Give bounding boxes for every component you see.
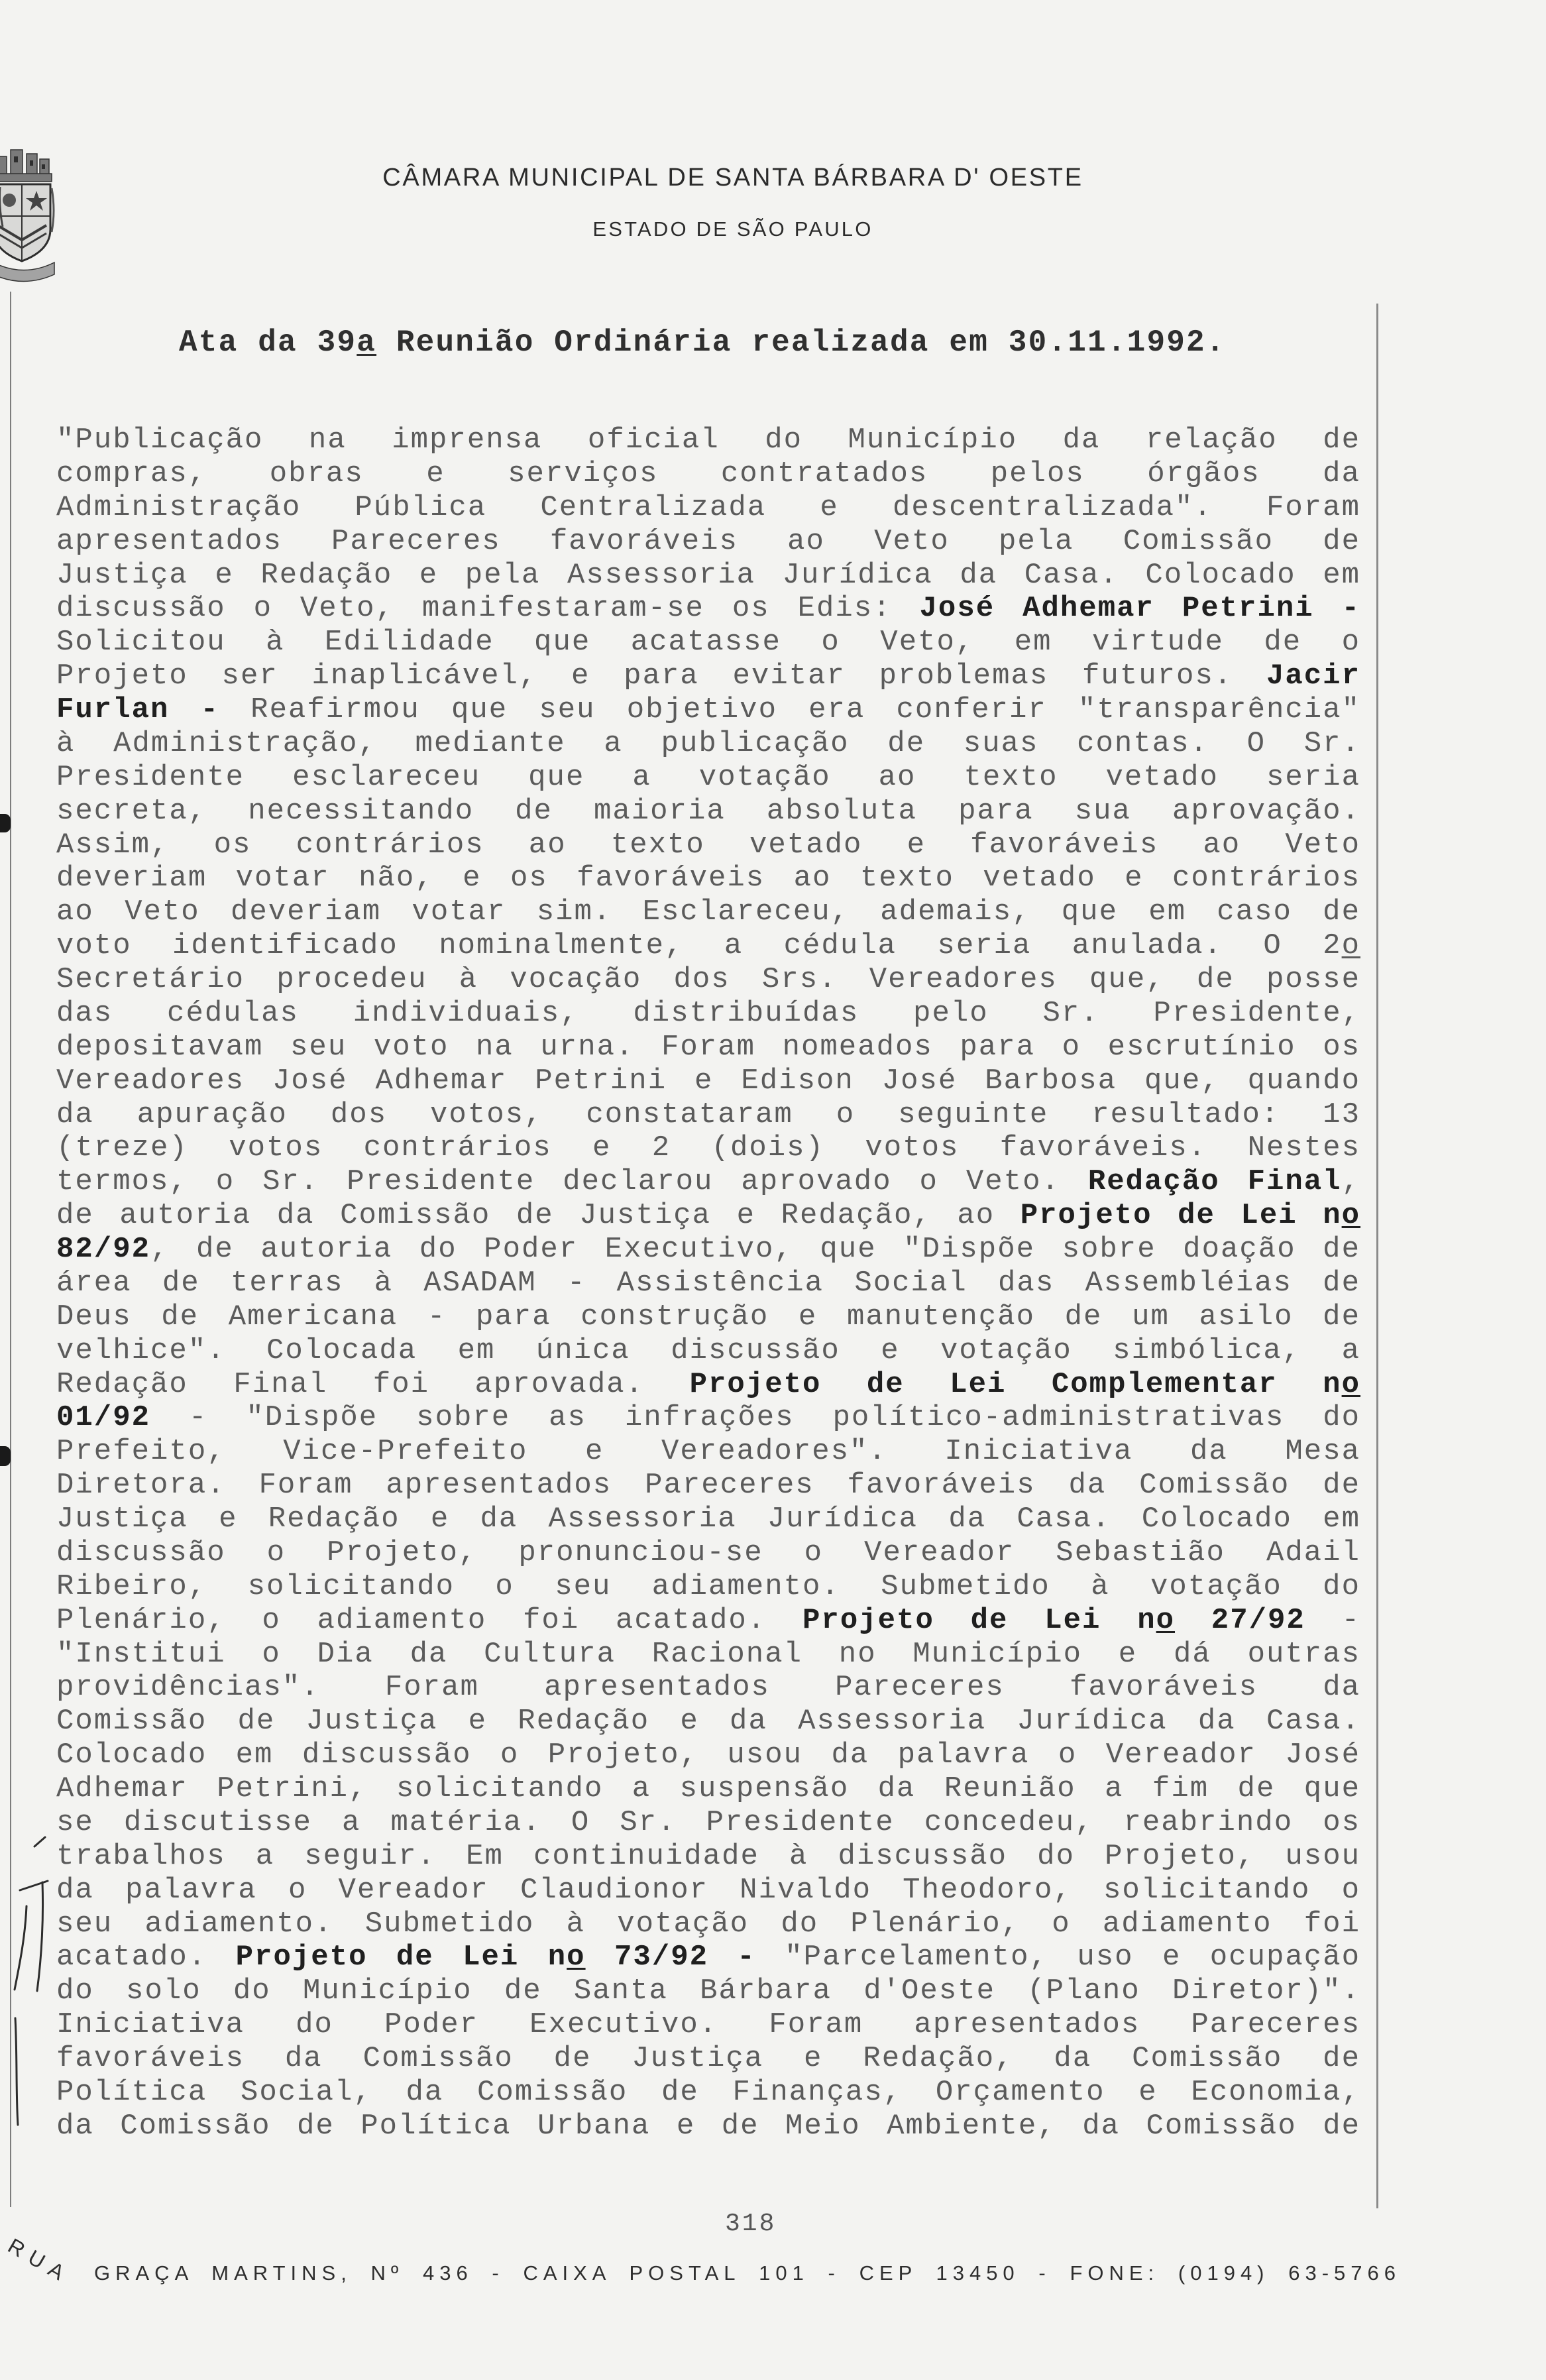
body-text: Redação Final foi aprovada. — [56, 1367, 690, 1401]
body-text: providências". Foram apresentados Pareceres favoráveis da — [56, 1671, 1360, 1705]
state-name: ESTADO DE SÃO PAULO — [592, 217, 873, 241]
body-line — [56, 1941, 1360, 1974]
body-text: do solo do Município de Santa Bárbara d'Oeste (Plano Diretor)". — [56, 1974, 1360, 2008]
body-text: Presidente esclareceu que a votação ao texto vetado seria — [56, 760, 1360, 794]
body-line — [56, 491, 1360, 525]
bold-text: Projeto de Lei n — [802, 1603, 1156, 1637]
body-text: Plenário, o adiamento foi acatado. — [56, 1603, 803, 1637]
body-line — [56, 1738, 1360, 1772]
title-text: Ata da 39 — [179, 325, 357, 360]
bold-text: 82/92 — [56, 1233, 151, 1266]
body-text: Secretário procedeu à vocação dos Srs. Vereadores que, de posse — [56, 963, 1360, 996]
ordinal-indicator: a — [357, 325, 377, 360]
body-text: Justiça e Redação e da Assessoria Jurídica da Casa. Colocado em — [56, 1502, 1360, 1536]
body-text: Solicitou à Edilidade que acatasse o Veto, em virtude de o — [56, 626, 1360, 659]
body-text: (treze) votos contrários e 2 (dois) votos favoráveis. Nestes — [56, 1131, 1360, 1165]
body-text: se discutisse a matéria. O Sr. Presidente concedeu, reabrindo os — [56, 1805, 1360, 1839]
body-line — [56, 963, 1360, 997]
ordinal-indicator: o — [1341, 1367, 1360, 1401]
body-line — [56, 1840, 1360, 1874]
body-line — [56, 1267, 1360, 1300]
body-line — [56, 1907, 1360, 1941]
body-line — [56, 2008, 1360, 2042]
body-line — [56, 693, 1360, 727]
body-line — [56, 659, 1360, 693]
body-line — [56, 2076, 1360, 2110]
body-text: Adhemar Petrini, solicitando a suspensão da Reunião a fim de que — [56, 1772, 1360, 1805]
bold-text: Projeto de Lei n — [235, 1941, 567, 1974]
body-text: Colocado em discussão o Projeto, usou da palavra o Vereador José — [56, 1738, 1360, 1772]
body-text: deveriam votar não, e os favoráveis ao texto vetado e contrários — [56, 862, 1360, 895]
body-text: Prefeito, Vice-Prefeito e Vereadores". Iniciativa da Mesa — [56, 1435, 1360, 1469]
body-line — [56, 1165, 1360, 1199]
body-text: à Administração, mediante a publicação de suas contas. O Sr. — [56, 726, 1360, 760]
body-text: Iniciativa do Poder Executivo. Foram apresentados Pareceres — [56, 2008, 1360, 2042]
bold-text: 27/92 — [1175, 1603, 1305, 1637]
body-text: - — [1305, 1603, 1360, 1637]
body-text: trabalhos a seguir. Em continuidade à discussão do Projeto, usou — [56, 1839, 1360, 1873]
body-line — [56, 1974, 1360, 2008]
body-text: - "Dispõe sobre as infrações político-administrativas do — [150, 1401, 1360, 1435]
body-text: da palavra o Vereador Claudionor Nivaldo Theodoro, solicitando o — [56, 1873, 1360, 1907]
body-line — [56, 1638, 1360, 1672]
coat-of-arms-icon — [0, 147, 56, 285]
bold-text: José Adhemar Petrini - — [919, 592, 1360, 626]
body-line — [56, 2042, 1360, 2076]
body-text: seu adiamento. Submetido à votação do Plenário, o adiamento foi — [56, 1907, 1360, 1941]
body-text: área de terras à ASADAM - Assistência Social das Assembléias de — [56, 1266, 1360, 1300]
body-text: Vereadores José Adhemar Petrini e Edison José Barbosa que, quando — [56, 1064, 1360, 1098]
body-line — [56, 727, 1360, 761]
body-line — [56, 2110, 1360, 2143]
body-line — [56, 1334, 1360, 1368]
body-line — [56, 592, 1360, 626]
body-line — [56, 895, 1360, 929]
body-line — [56, 1806, 1360, 1840]
body-line — [56, 1031, 1360, 1064]
body-line — [56, 1098, 1360, 1132]
body-line — [56, 862, 1360, 895]
body-text: voto identificado nominalmente, a cédula seria anulada. O 2 — [56, 929, 1342, 963]
body-text: da apuração dos votos, constataram o seguinte resultado: 13 — [56, 1098, 1360, 1131]
institution-name: CÂMARA MUNICIPAL DE SANTA BÁRBARA D' OESTE — [382, 164, 1083, 192]
body-text: ao Veto deveriam votar sim. Esclareceu, ademais, que em caso de — [56, 895, 1360, 929]
title-text: Reunião Ordinária realizada em 30.11.1992. — [376, 325, 1226, 360]
body-line — [56, 424, 1360, 457]
body-line — [56, 1368, 1360, 1402]
page-number: 318 — [725, 2210, 777, 2238]
body-line — [56, 1469, 1360, 1502]
bold-text: 73/92 - — [585, 1941, 756, 1974]
body-text: "Institui o Dia da Cultura Racional no Município e dá outras — [56, 1637, 1360, 1671]
body-line — [56, 1131, 1360, 1165]
footer-street-prefix: RUA — [4, 2234, 76, 2289]
body-line — [56, 1705, 1360, 1738]
body-text: "Parcelamento, uso e ocupação — [755, 1941, 1360, 1974]
body-line — [56, 997, 1360, 1031]
document-title — [179, 325, 1226, 361]
minutes-body — [56, 424, 1360, 2143]
bold-text: 01/92 — [56, 1401, 151, 1435]
right-margin-rule — [1376, 304, 1378, 2208]
body-line — [56, 525, 1360, 559]
body-text: "Publicação na imprensa oficial do Município da relação de — [56, 424, 1360, 457]
body-text: Ribeiro, solicitando o seu adiamento. Submetido à votação do — [56, 1569, 1360, 1603]
body-text: , — [1341, 1165, 1360, 1199]
body-line — [56, 1502, 1360, 1536]
body-text: da Comissão de Política Urbana e de Meio Ambiente, da Comissão de — [56, 2109, 1360, 2143]
body-line — [56, 457, 1360, 491]
body-line — [56, 1570, 1360, 1604]
bold-text: Jacir — [1266, 659, 1360, 693]
binding-hole-mark — [0, 1446, 11, 1466]
body-line — [56, 1233, 1360, 1267]
body-text: , de autoria do Poder Executivo, que "Dispõe sobre doação de — [150, 1233, 1360, 1266]
bold-text: Redação Final — [1087, 1165, 1342, 1199]
body-text: secreta, necessitando de maioria absoluta para sua aprovação. — [56, 794, 1360, 828]
binding-hole-mark — [0, 814, 11, 832]
body-line — [56, 1435, 1360, 1469]
body-text: discussão o Veto, manifestaram-se os Edis: — [56, 592, 920, 626]
body-line — [56, 761, 1360, 795]
body-line — [56, 1300, 1360, 1334]
body-text: Diretora. Foram apresentados Pareceres favoráveis da Comissão de — [56, 1469, 1360, 1502]
body-text: de autoria da Comissão de Justiça e Redação, ao — [56, 1199, 1021, 1233]
body-text: Deus de Americana - para construção e manutenção de um asilo de — [56, 1300, 1360, 1333]
body-text: Justiça e Redação e pela Assessoria Jurídica da Casa. Colocado em — [56, 558, 1360, 592]
handwritten-initials — [0, 1789, 86, 2147]
body-line — [56, 1536, 1360, 1570]
body-text: Reafirmou que seu objetivo era conferir "transparência" — [219, 693, 1360, 726]
body-text: depositavam seu voto na urna. Foram nomeados para o escrutínio os — [56, 1030, 1360, 1064]
bold-text: Projeto de Lei n — [1020, 1199, 1342, 1233]
body-text: apresentados Pareceres favoráveis ao Veto pela Comissão de — [56, 524, 1360, 558]
footer-address: GRAÇA MARTINS, Nº 436 - CAIXA POSTAL 101 - CEP 13450 - FONE: (0194) 63-5766 — [94, 2261, 1401, 2285]
bold-text: Projeto de Lei Complementar n — [689, 1367, 1342, 1401]
body-line — [56, 1874, 1360, 1907]
body-text: das cédulas individuais, distribuídas pelo Sr. Presidente, — [56, 996, 1360, 1030]
body-text: Administração Pública Centralizada e descentralizada". Foram — [56, 490, 1360, 524]
body-line — [56, 1604, 1360, 1638]
body-line — [56, 1199, 1360, 1233]
body-line — [56, 626, 1360, 659]
body-text: favoráveis da Comissão de Justiça e Redação, da Comissão de — [56, 2042, 1360, 2075]
ordinal-indicator: o — [1156, 1603, 1176, 1637]
body-text: acatado. — [56, 1941, 236, 1974]
body-line — [56, 1064, 1360, 1098]
body-line — [56, 929, 1360, 963]
body-line — [56, 559, 1360, 593]
body-text: Assim, os contrários ao texto vetado e favoráveis ao Veto — [56, 828, 1360, 862]
body-text: discussão o Projeto, pronunciou-se o Vereador Sebastião Adail — [56, 1536, 1360, 1569]
body-text: velhice". Colocada em única discussão e votação simbólica, a — [56, 1333, 1360, 1367]
body-line — [56, 1671, 1360, 1705]
body-text: termos, o Sr. Presidente declarou aprovado o Veto. — [56, 1165, 1088, 1199]
ordinal-indicator: o — [567, 1941, 586, 1974]
body-text: compras, obras e serviços contratados pelos órgãos da — [56, 457, 1360, 490]
ordinal-indicator: o — [1341, 1199, 1360, 1233]
body-text: Política Social, da Comissão de Finanças, Orçamento e Economia, — [56, 2075, 1360, 2109]
body-text: Projeto ser inaplicável, e para evitar problemas futuros. — [56, 659, 1266, 693]
body-line — [56, 828, 1360, 862]
body-line — [56, 1772, 1360, 1806]
body-line — [56, 795, 1360, 828]
bold-text: Furlan - — [56, 693, 219, 726]
body-text: Comissão de Justiça e Redação e da Assessoria Jurídica da Casa. — [56, 1705, 1360, 1738]
body-line — [56, 1401, 1360, 1435]
ordinal-indicator: o — [1341, 929, 1360, 963]
